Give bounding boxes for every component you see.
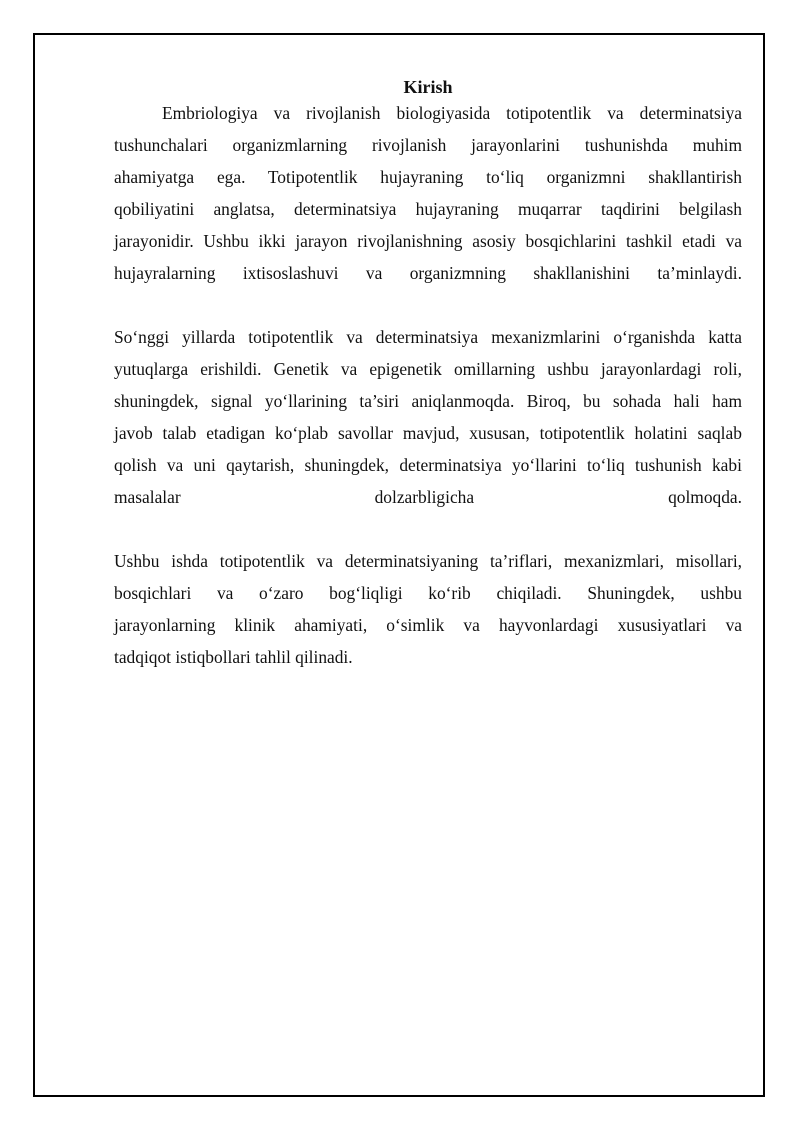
paragraph-spacer <box>114 295 742 327</box>
text-line: Embriologiya va rivojlanish biologiyasida totipotentlik va determinatsiya <box>162 103 742 123</box>
text-line: tadqiqot istiqbollari tahlil qilinadi. <box>114 647 353 667</box>
text-line: So‘nggi yillarda totipotentlik va determinatsiya mexanizmlarini o‘rganishda katta <box>114 327 742 347</box>
page-title: Kirish <box>403 77 453 97</box>
paragraph-2 <box>114 327 742 519</box>
paragraph-spacer <box>114 519 742 551</box>
text-line: ahamiyatga ega. Totipotentlik hujayraning to‘liq organizmni shakllantirish <box>114 167 742 187</box>
text-line: qobiliyatini anglatsa, determinatsiya hujayraning muqarrar taqdirini belgilash <box>114 199 742 219</box>
text-line: javob talab etadigan ko‘plab savollar mavjud, xususan, totipotentlik holatini saqlab <box>114 423 742 443</box>
text-line: hujayralarning ixtisoslashuvi va organizmning shakllanishini ta’minlaydi. <box>114 263 742 283</box>
paragraph-1 <box>114 103 742 295</box>
paragraph-3 <box>114 551 742 679</box>
text-line: shuningdek, signal yo‘llarining ta’siri aniqlanmoqda. Biroq, bu sohada hali ham <box>114 391 743 411</box>
document-body <box>114 72 742 679</box>
text-line: bosqichlari va o‘zaro bog‘liqligi ko‘rib chiqiladi. Shuningdek, ushbu <box>114 583 742 603</box>
text-line: yutuqlarga erishildi. Genetik va epigenetik omillarning ushbu jarayonlardagi roli, <box>114 359 742 379</box>
text-line: masalalar dolzarbligicha qolmoqda. <box>114 487 742 507</box>
text-line: jarayonlarning klinik ahamiyati, o‘simlik va hayvonlardagi xususiyatlari va <box>114 615 742 635</box>
text-line: Ushbu ishda totipotentlik va determinatsiyaning ta’riflari, mexanizmlari, misollari, <box>114 551 743 571</box>
text-line: tushunchalari organizmlarning rivojlanish jarayonlarini tushunishda muhim <box>114 135 742 155</box>
text-line: jarayonidir. Ushbu ikki jarayon rivojlanishning asosiy bosqichlarini tashkil etadi va <box>114 231 742 251</box>
text-line: qolish va uni qaytarish, shuningdek, determinatsiya yo‘llarini to‘liq tushunish kabi <box>114 455 742 475</box>
